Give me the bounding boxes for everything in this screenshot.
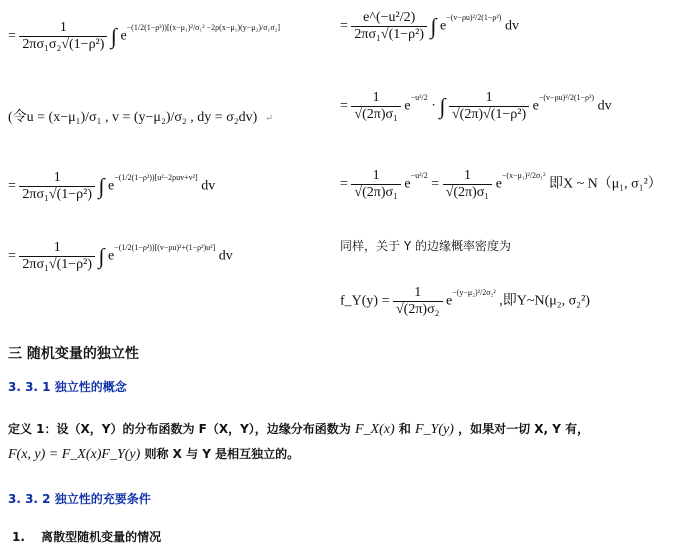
r-eq2-den: √(2π)σ₁ bbox=[351, 106, 401, 123]
eq4-num: 1 bbox=[53, 240, 61, 255]
eq3-tail: dv bbox=[201, 178, 216, 194]
fy-lhs: f_Y(y) = bbox=[340, 293, 390, 309]
definition-line-2 bbox=[8, 445, 688, 463]
def-text-2: 则称 X 与 Y 是相互独立的。 bbox=[144, 447, 300, 461]
r-eq2-num2: 1 bbox=[485, 90, 493, 105]
r-eq1-num: e^(−u²/2) bbox=[363, 10, 416, 25]
eq4-den: 2πσ₁√(1−ρ²) bbox=[19, 256, 95, 273]
subsection-3-3-1: 3. 3. 1 独立性的概念 bbox=[8, 380, 127, 394]
def-rest: ，如果对一切 X, Y 有， bbox=[458, 422, 590, 436]
def-fx: F_X(x) bbox=[354, 422, 395, 437]
return-mark: ↵ bbox=[264, 113, 274, 124]
r-eq1-lead: = bbox=[340, 18, 348, 34]
eq3-den: 2πσ₁√(1−ρ²) bbox=[19, 186, 95, 203]
r-eq1-tail: dv bbox=[504, 18, 519, 34]
eq3-lead: = bbox=[8, 178, 16, 194]
r-eq1-exponent: −(v−ρu)²/2(1−ρ²) bbox=[446, 12, 502, 22]
r-eq3-lead: = bbox=[340, 176, 348, 192]
eq3-exponent: −(1/2(1−ρ²))[u²−2ρuv+v²] bbox=[114, 172, 198, 182]
eq1-lead: = bbox=[8, 28, 16, 44]
r-eq2-den2: √(2π)√(1−ρ²) bbox=[449, 106, 529, 123]
eq4-exponent: −(1/2(1−ρ²))[(v−ρu)²+(1−ρ²)u²] bbox=[114, 242, 216, 252]
def-fy: F_Y(y) bbox=[415, 422, 454, 437]
subsection-3-3-2: 3. 3. 2 独立性的充要条件 bbox=[8, 492, 151, 506]
left-equation-4: = $\frac{1}{\text{2πσ₁√(1−ρ²)}}$ ∫ $e^{-(1/2(1-\rho^2))[(v-\rho u)^2+(1-\rho^2)u^2]}$ dv bbox=[8, 240, 233, 272]
similar-text: 同样，关于 Y 的边缘概率密度为 bbox=[340, 239, 511, 253]
def-and: 和 bbox=[398, 422, 411, 436]
left-substitution bbox=[8, 106, 338, 126]
item-number: 1. bbox=[12, 530, 25, 544]
fy-equation: f_Y(y) = $\frac{1}{\text{√(2π)σ₂}}$ $e^{-(y-\mu_2)^2/2\sigma_2^2}$ ,即Y~N(μ₂, σ₂²) bbox=[340, 285, 590, 317]
r-eq3-den: √(2π)σ₁ bbox=[351, 184, 401, 201]
r-eq2-num: 1 bbox=[372, 90, 380, 105]
integral-symbol: ∫ bbox=[110, 23, 117, 49]
fy-tail: ,即Y~N(μ₂, σ₂²) bbox=[499, 293, 590, 309]
r-eq1-den: 2πσ₁√(1−ρ²) bbox=[351, 26, 427, 43]
substitution-text: (令u = (x−μ₁)/σ₁ , v = (y−μ₂)/σ₂ , dy = σ₂dv) bbox=[8, 110, 258, 125]
fy-exp: −(y−μ₂)²/2σ₂² bbox=[452, 287, 496, 297]
r-eq2-exp2: −(v−ρu)²/2(1−ρ²) bbox=[538, 92, 595, 102]
eq3-num: 1 bbox=[53, 170, 61, 185]
section-title: 三 随机变量的独立性 bbox=[8, 346, 139, 362]
r-eq3-tail: 即X ~ N（μ₁, σ₁²） bbox=[548, 176, 662, 192]
r-eq3-exp1: −u²/2 bbox=[410, 170, 428, 180]
eq4-lead: = bbox=[8, 248, 16, 264]
eq4-fraction bbox=[19, 240, 95, 273]
r-eq2-tail: dv bbox=[597, 98, 612, 114]
eq3-fraction bbox=[19, 170, 95, 203]
r-eq3-exp2: −(x−μ₁)²/2σ₁² bbox=[501, 170, 546, 180]
eq4-tail: dv bbox=[218, 248, 233, 264]
eq1-exponent: −(1/2(1−ρ²))[(x−μ₁)²/σ₁² −2ρ(x−μ₁)(y−μ₂)/σ₁σ₂] bbox=[126, 22, 281, 32]
r-eq2-lead: = bbox=[340, 98, 348, 114]
r-eq1-fraction bbox=[351, 10, 427, 43]
def-text-1: 定义 1：设（X，Y）的分布函数为 F（X，Y），边缘分布函数为 bbox=[8, 422, 351, 436]
item-text: 离散型随机变量的情况 bbox=[41, 530, 162, 544]
left-equation-1: = $\frac{1}{\text{2πσ₁σ₂√(1−ρ²)}}$ ∫ $e^{-(1/2(1-\rho^2))[(x-\mu_1)^2/\sigma_1^2 -2\rho(x-\mu_1)(y-\mu_2)/\sigma_1\sigma_2]}$ bbox=[8, 20, 281, 52]
eq1-den: 2πσ₁σ₂√(1−ρ²) bbox=[19, 36, 107, 53]
definition-line-1 bbox=[8, 420, 688, 438]
left-equation-3: = $\frac{1}{\text{2πσ₁√(1−ρ²)}}$ ∫ $e^{-(1/2(1-\rho^2))[u^2-2\rho uv+v^2]}$ dv bbox=[8, 170, 216, 202]
eq1-fraction bbox=[19, 20, 107, 53]
fy-den: √(2π)σ₂ bbox=[393, 301, 443, 318]
r-eq3-den2: √(2π)σ₁ bbox=[443, 184, 493, 201]
right-equation-1: = $\frac{\text{e\textasciicircum{}(−u²/2)}}{\text{2πσ₁√(1−ρ²)}}$ ∫ $e^{-(v-\rho u)^2/2(1-\rho^2)}$ dv bbox=[340, 10, 519, 42]
def-formula: F(x, y) = F_X(x)F_Y(y) bbox=[8, 447, 141, 462]
right-equation-3: = $\frac{1}{\text{√(2π)σ₁}}$ $e^{-u^2/2}$ = $\frac{1}{\text{√(2π)σ₁}}$ $e^{-(x-\mu_1)^2/2\sigma_1^2}$ 即X ~ N（μ₁, σ₁²） bbox=[340, 168, 662, 200]
right-equation-2: = $\frac{1}{\text{√(2π)σ₁}}$ $e^{-u^2/2}$ · ∫ $\frac{1}{\text{√(2π)√(1−ρ²)}}$ $e^{-(v-\rho u)^2/2(1-\rho^2)}$ dv bbox=[340, 90, 612, 122]
r-eq2-exp1: −u²/2 bbox=[410, 92, 428, 102]
list-item-1 bbox=[12, 528, 161, 545]
eq1-num: 1 bbox=[59, 20, 67, 35]
